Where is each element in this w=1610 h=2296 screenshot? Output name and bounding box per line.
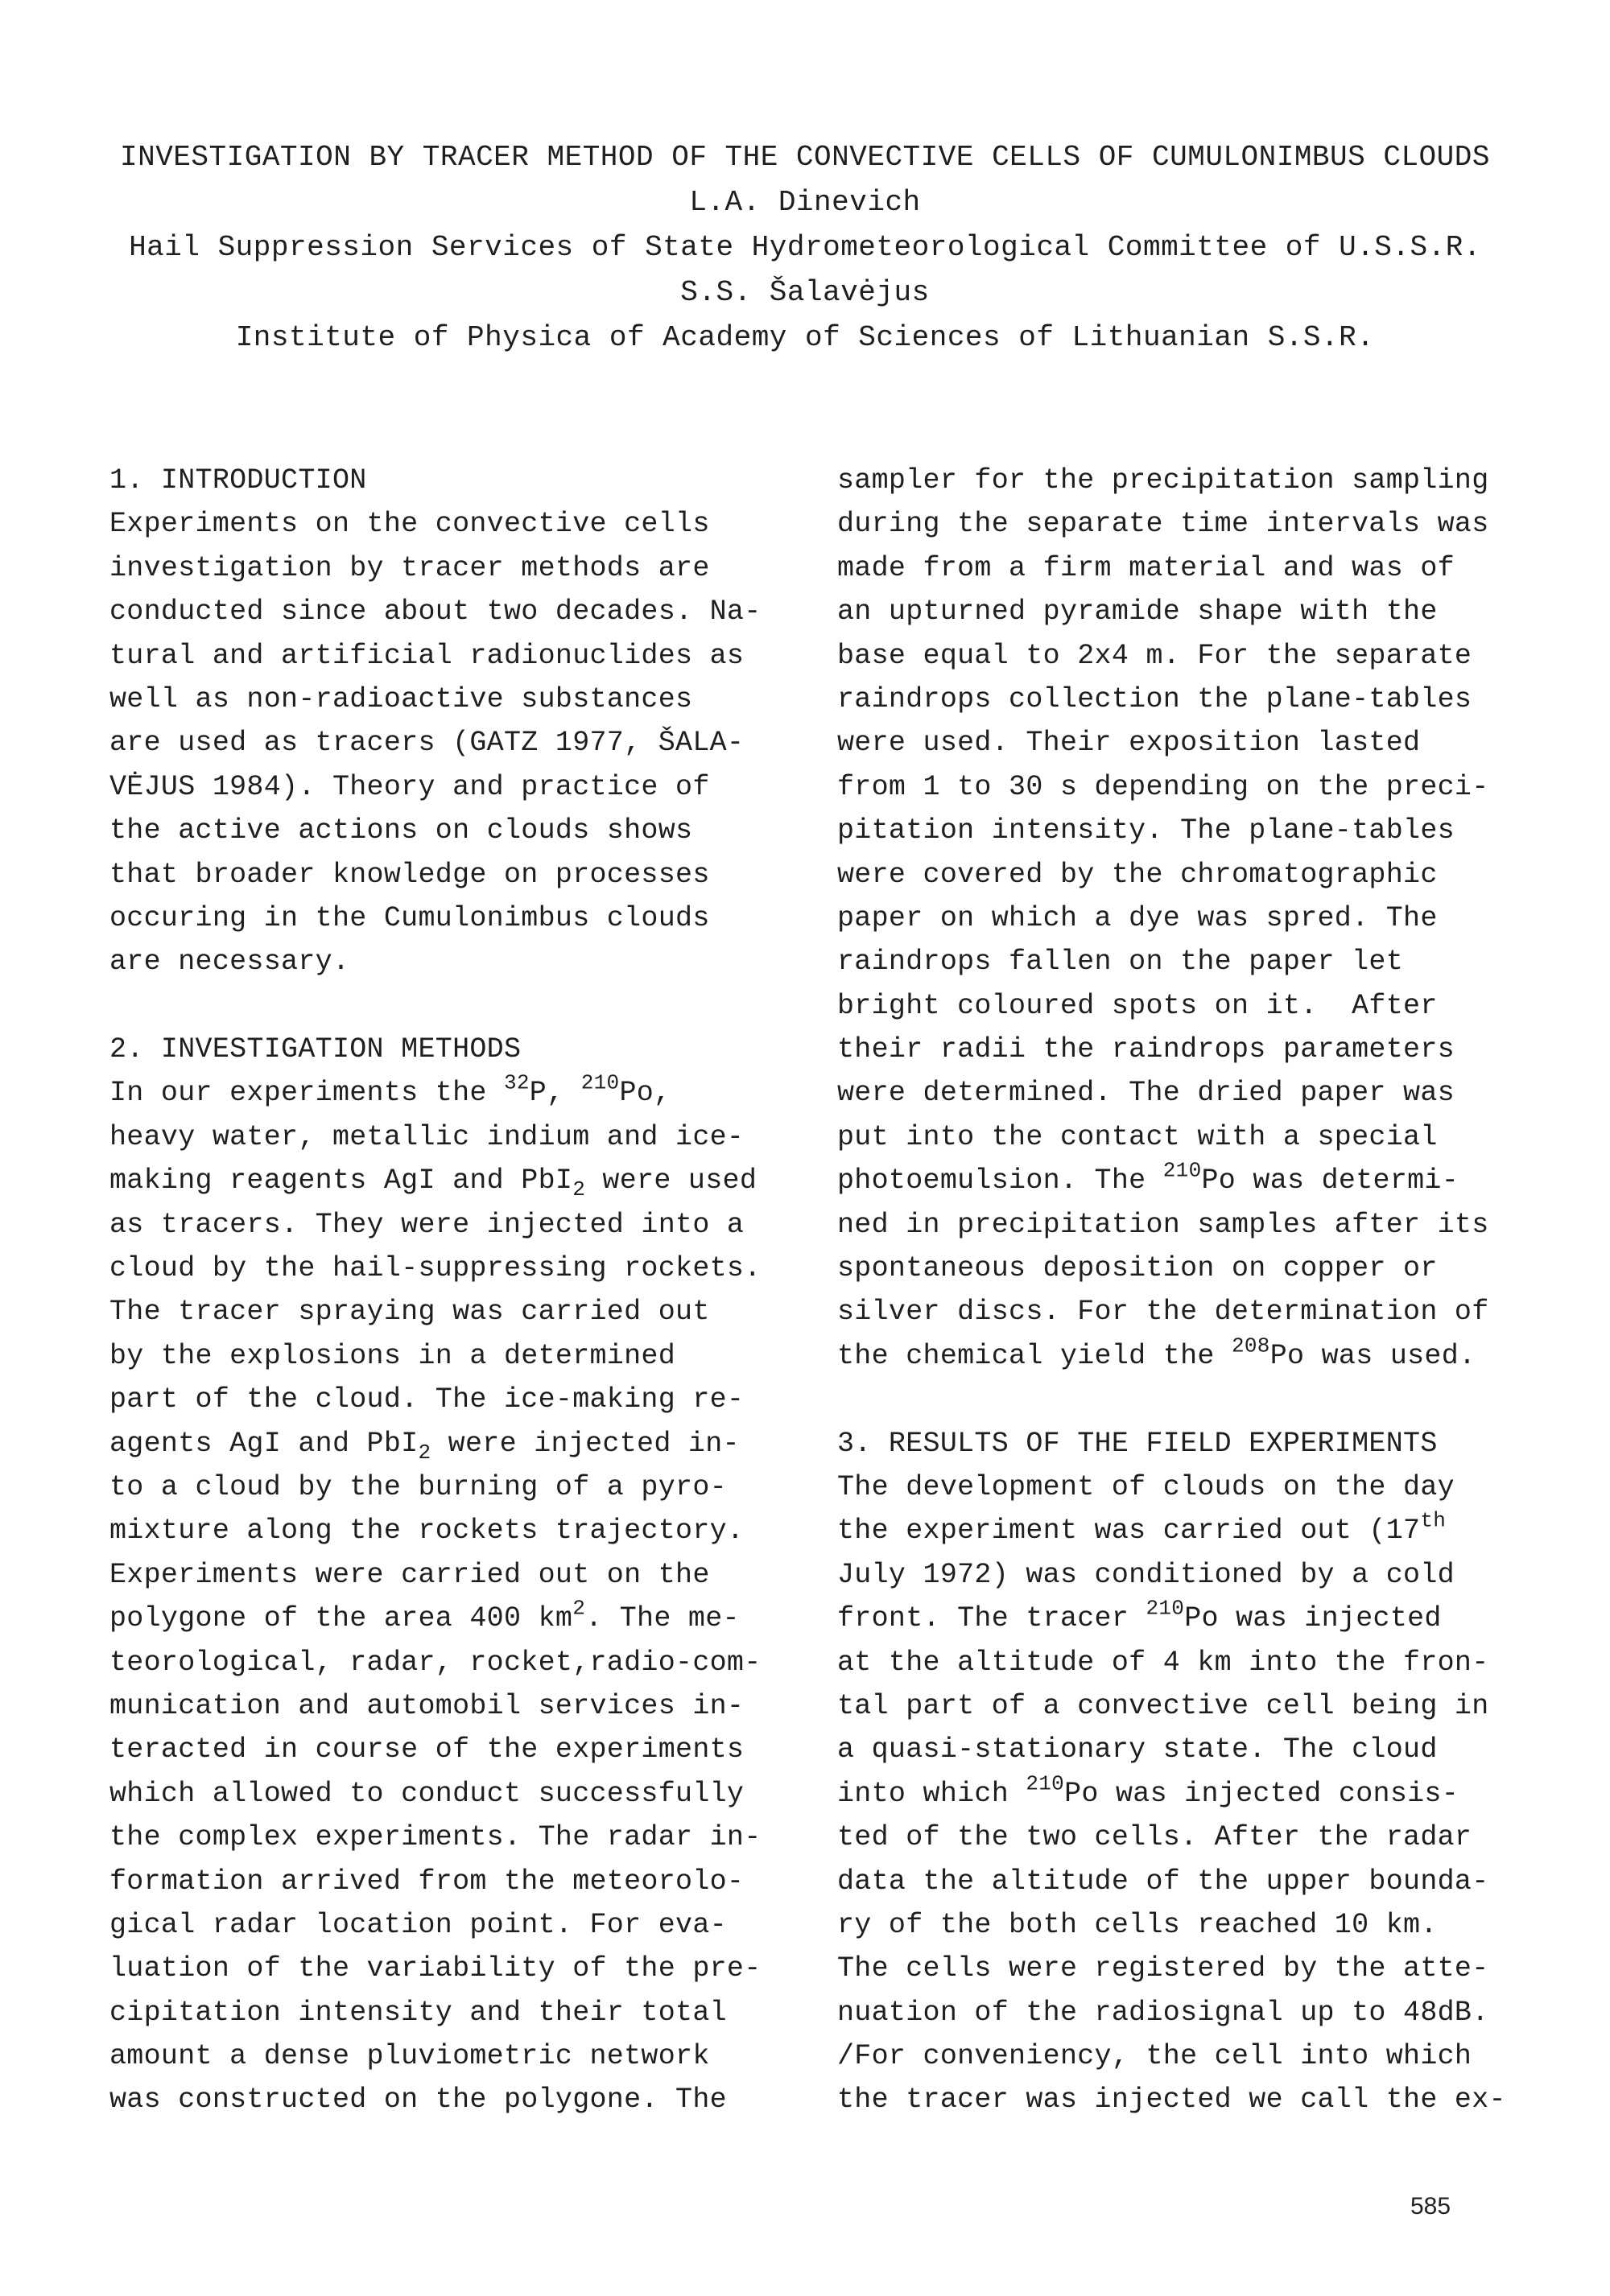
text-line: tal part of a convective cell being in (837, 1689, 1489, 1722)
text-line: teracted in course of the experiments (109, 1733, 745, 1766)
text-line: their radii the raindrops parameters (837, 1033, 1455, 1066)
text-line: The tracer spraying was carried out (109, 1296, 710, 1329)
introduction-heading: 1. INTRODUCTION (109, 464, 367, 497)
text-line: investigation by tracer methods are (109, 551, 710, 584)
text-line: mixture along the rockets trajectory. (109, 1515, 745, 1548)
left-column (109, 459, 778, 2122)
text-line: ted of the two cells. After the radar (837, 1821, 1472, 1854)
text-line: an upturned pyramide shape with the (837, 596, 1438, 629)
paper-header (0, 135, 1610, 361)
text-line: occuring in the Cumulonimbus clouds (109, 901, 710, 934)
text-line: ned in precipitation samples after its (837, 1208, 1489, 1241)
text-line: cloud by the hail-suppressing rockets. (109, 1252, 762, 1285)
text-line: part of the cloud. The ice-making re- (109, 1383, 745, 1416)
text-line: base equal to 2x4 m. For the separate (837, 639, 1472, 672)
text-line: at the altitude of 4 km into the fron- (837, 1646, 1489, 1679)
text-line: a quasi-stationary state. The cloud (837, 1733, 1438, 1766)
text-line: which allowed to conduct successfully (109, 1777, 745, 1810)
text-line: amount a dense pluviometric network (109, 2040, 710, 2073)
text-line: polygone of the area 400 $km^2$. The me- (109, 1596, 740, 1635)
right-column (837, 459, 1521, 2122)
text-line: were covered by the chromatographic (837, 858, 1438, 891)
text-line: ry of the both cells reached 10 km. (837, 1908, 1438, 1941)
text-line: put into the contact with a special (837, 1120, 1438, 1153)
author-2: S.S. Šalavėjus (680, 276, 930, 309)
text-line: raindrops collection the plane-tables (837, 682, 1472, 715)
text-line: the chemical yield the $^{208}$Po was used. (837, 1333, 1476, 1372)
text-line: conducted since about two decades. Na- (109, 596, 762, 629)
text-line: making reagents AgI and PbI$_2$ were used (109, 1164, 758, 1202)
text-line: well as non-radioactive substances (109, 682, 693, 715)
text-line: heavy water, metallic indium and ice- (109, 1120, 745, 1153)
text-line: the complex experiments. The radar in- (109, 1821, 762, 1854)
methods-heading: 2. INVESTIGATION METHODS (109, 1033, 522, 1066)
text-line: bright coloured spots on it. After (837, 989, 1438, 1022)
text-line: tural and artificial radionuclides as (109, 639, 745, 672)
text-line: raindrops fallen on the paper let (837, 946, 1404, 979)
author-1: L.A. Dinevich (689, 186, 921, 219)
affiliation-1: Hail Suppression Services of State Hydrometeorological Committee of U.S.S.R. (129, 231, 1481, 264)
text-line: front. The tracer $^{210}$Po was injected (837, 1596, 1442, 1635)
text-line: the experiment was carried out (17th (837, 1509, 1447, 1548)
affiliation-2: Institute of Physica of Academy of Sciences of Lithuanian S.S.R. (235, 321, 1375, 354)
text-line: luation of the variability of the pre- (109, 1952, 762, 1985)
text-line: sampler for the precipitation sampling (837, 464, 1489, 497)
paragraph-gap (837, 1378, 1521, 1421)
text-line: nuation of the radiosignal up to 48dB. (837, 1996, 1489, 2029)
page-number: 585 (1410, 2193, 1451, 2220)
text-line: The cells were registered by the atte- (837, 1952, 1489, 1985)
text-line: are used as tracers (GATZ 1977, ŠALA- (109, 727, 745, 760)
text-line: the active actions on clouds shows (109, 814, 693, 847)
text-line: July 1972) was conditioned by a cold (837, 1558, 1455, 1591)
text-line: as tracers. They were injected into a (109, 1208, 745, 1241)
text-line: teorological, radar, rocket,radio-com- (109, 1646, 762, 1679)
text-line: formation arrived from the meteorolo- (109, 1865, 745, 1898)
paper-title: INVESTIGATION BY TRACER METHOD OF THE CONVECTIVE CELLS OF CUMULONIMBUS CLOUDS (120, 141, 1490, 174)
text-line: The development of clouds on the day (837, 1470, 1455, 1503)
text-line: from 1 to 30 s depending on the preci- (837, 770, 1489, 803)
text-line: that broader knowledge on processes (109, 858, 710, 891)
text-line: are necessary. (109, 946, 350, 979)
text-line: Experiments on the convective cells (109, 508, 710, 541)
text-line: gical radar location point. For eva- (109, 1908, 727, 1941)
paragraph-gap (109, 984, 778, 1028)
results-heading: 3. RESULTS OF THE FIELD EXPERIMENTS (837, 1427, 1438, 1460)
text-line: to a cloud by the burning of a pyro- (109, 1470, 727, 1503)
text-line: data the altitude of the upper bounda- (837, 1865, 1489, 1898)
text-line: by the explosions in a determined (109, 1339, 676, 1372)
text-line: spontaneous deposition on copper or (837, 1252, 1438, 1285)
text-line: were determined. The dried paper was (837, 1077, 1455, 1110)
text-line: In our experiments the $^{32}$P, $^{210}$Po, (109, 1071, 671, 1110)
text-line: photoemulsion. The $^{210}$Po was determi- (837, 1158, 1459, 1197)
text-line: was constructed on the polygone. The (109, 2084, 727, 2117)
text-line: Experiments were carried out on the (109, 1558, 710, 1591)
text-line: /For conveniency, the cell into which (837, 2040, 1472, 2073)
text-line: silver discs. For the determination of (837, 1296, 1489, 1329)
text-line: made from a firm material and was of (837, 551, 1455, 584)
text-line: VĖJUS 1984). Theory and practice of (109, 770, 710, 803)
text-line: paper on which a dye was spred. The (837, 901, 1438, 934)
text-line: pitation intensity. The plane-tables (837, 814, 1455, 847)
text-line: the tracer was injected we call the ex- (837, 2084, 1506, 2117)
text-line: agents AgI and PbI$_2$ were injected in- (109, 1427, 740, 1465)
text-line: into which $^{210}$Po was injected consis- (837, 1771, 1459, 1810)
text-line: munication and automobil services in- (109, 1689, 745, 1722)
text-line: were used. Their exposition lasted (837, 727, 1421, 760)
text-line: cipitation intensity and their total (109, 1996, 727, 2029)
text-line: during the separate time intervals was (837, 508, 1489, 541)
